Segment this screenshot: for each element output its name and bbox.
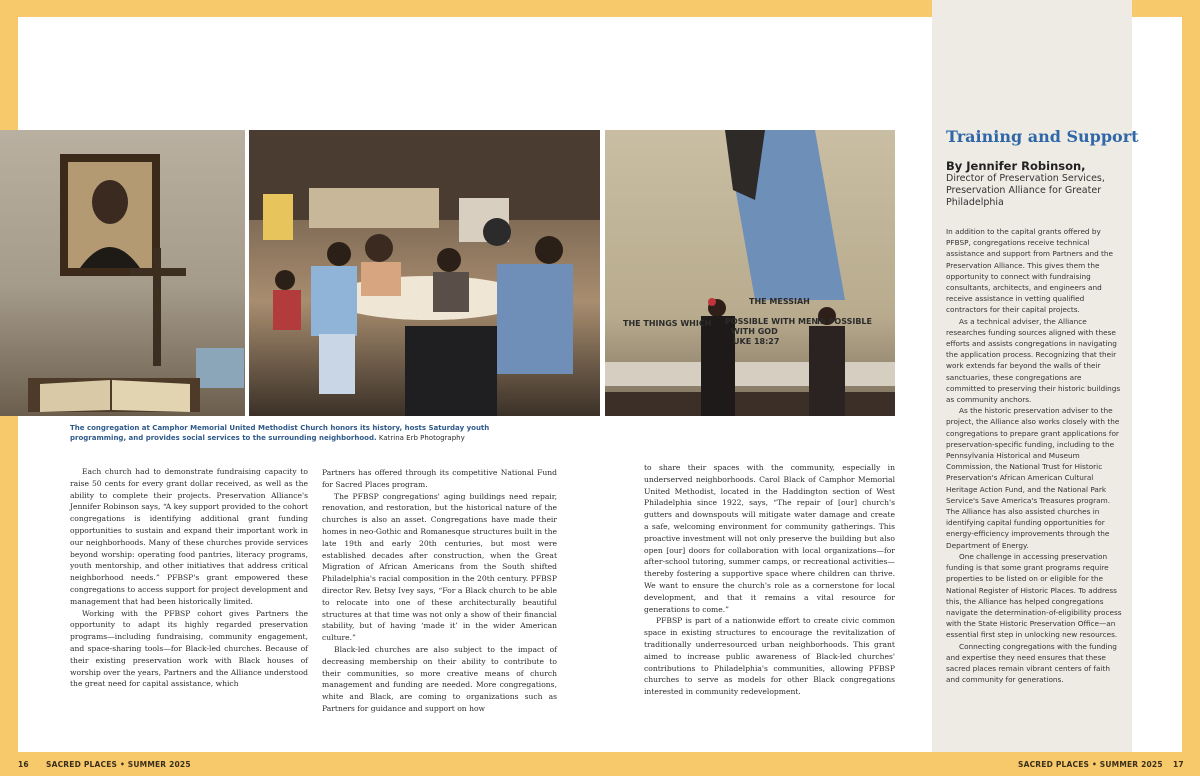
col3-paragraph: PFBSP is part of a nationwide effort to create civic common space in existing structures to encourage the revitalization of traditionally underresourced urban neighborhoods. This grant aimed to increase public awareness of Black-led churches' contributions to Philadelphia's communities, allowing PFBSP churches to serve as models for other Black congregations interested in community redevelopment. <box>644 616 895 697</box>
mural-text-things: THE THINGS WHICH <box>623 319 712 328</box>
sidebar-body <box>946 226 1122 685</box>
col1-paragraph: Each church had to demonstrate fundraising capacity to raise 50 cents for every grant dollar received, as well as the ability to complete their projects. Preservation Alliance's Jennifer Robinson says, “A key support provided to the cohort congregations is identifying additional grant funding opportunities to sustain and expand their important work in our neighborhoods. Many of these churches provide services beyond worship: operating food pantries, literacy programs, youth mentorship, and other initiatives that address critical neighborhood needs.” PFBSP's grant empowered these congregations to access support for project development and management that had been historically limited. <box>70 467 308 606</box>
mural-text-possible: POSSIBLE WITH MEN <box>725 317 819 326</box>
col2-paragraph: Partners has offered through its competitive National Fund for Sacred Places program. <box>322 468 557 489</box>
footer-right-page-number: 17 <box>1173 760 1184 769</box>
sidebar-paragraph: One challenge in accessing preservation funding is that some grant programs require properties to be listed on or eligible for the National Register of Historic Places. To address this, the Alliance has helped congregations navigate the determination-of-eligibility process with the State Historic Preservation Office—an essential first step in unlocking new resources. <box>946 551 1122 640</box>
sidebar-author-role: Director of Preservation Services, Preservation Alliance for Greater Philadelphia <box>946 173 1105 208</box>
photo-portrait-cross <box>0 130 245 416</box>
photo-youth-programming <box>249 130 600 416</box>
sidebar-paragraph: As a technical adviser, the Alliance researches funding sources aligned with these efforts and assists congregations in navigating the application process. Recognizing that their work extends far beyond the walls of their sanctuaries, these congregations are committed to preserving their historic buildings as community anchors. <box>946 316 1121 405</box>
photo-portrait-cross-graphic <box>0 130 245 416</box>
caption-credit: Katrina Erb Photography <box>378 434 465 442</box>
sidebar-paragraph: As the historic preservation adviser to the project, the Alliance also works closely with the congregations to prepare grant applications for preservation-specific funding, including to the Pennsylvania Historical and Museum Commission, the National Trust for Historic Preservation's African American Cultural Heritage Action Fund, and the National Park Service's Save America's Treasures program. The Alliance has also assisted churches in identifying capital funding opportunities for energy-efficiency improvements through the Department of Energy. <box>946 406 1120 550</box>
footer-right-title: SACRED PLACES • SUMMER 2025 <box>1018 760 1163 769</box>
col2-paragraph: Black-led churches are also subject to the impact of decreasing membership on their ability to contribute to their communities, so more creative means of church management and funding are needed. More congregations, white and Black, are coming to organizations such as Partners for guidance and support on how <box>322 644 557 713</box>
photo-youth-programming-graphic <box>249 130 600 416</box>
col1-paragraph: Working with the PFBSP cohort gives Partners the opportunity to adapt its highly regarded preservation programs—including fundraising, community engagement, and space-sharing tools—for Black-led churches. Because of their existing preservation work with Black houses of worship over the years, Partners and the Alliance understood the great need for capital assistance, which <box>70 608 308 689</box>
photo-mural-women <box>605 130 895 416</box>
article-column-3 <box>644 462 895 698</box>
col3-paragraph: to share their spaces with the community, especially in underserved neighborhoods. Carol Black of Camphor Memorial United Methodist, located in the Haddington section of West Philadelphia since 1922, says, “The repair of [our] church's gutters and downspouts will mitigate water damage and create a safe, welcoming environment for community gatherings. This proactive investment will not only preserve the building but also open [our] doors for collaboration with local organizations—for after-school tutoring, summer camps, or recreational activities—thereby fostering a supportive space where children can thrive. We want to ensure the church's role as a cornerstone for local development, and that it remains a vital resource for generations to come.” <box>644 463 895 614</box>
footer-left-title: SACRED PLACES • SUMMER 2025 <box>46 760 191 769</box>
sidebar-paragraph: In addition to the capital grants offered by PFBSP, congregations receive technical assistance and support from Partners and the Preservation Alliance. This gives them the opportunity to connect with fundraising consultants, architects, and engineers and receive assistance in vetting qualified contractors for their capital projects. <box>946 227 1114 315</box>
footer-left-page-number: 16 <box>18 760 29 769</box>
photo-caption <box>70 423 540 443</box>
mural-text-withgod: WITH GOD <box>731 327 778 336</box>
article-column-2 <box>322 467 557 715</box>
mural-text-messiah: THE MESSIAH <box>749 297 810 306</box>
sidebar-title: Training and Support <box>946 127 1139 146</box>
sidebar-paragraph: Connecting congregations with the funding and expertise they need ensures that these sacred places remain vibrant centers of faith and community for generations. <box>946 641 1117 685</box>
mural-text-ispossible: IS POSSIBLE <box>817 317 872 326</box>
photo-mural-women-graphic <box>605 130 895 416</box>
mural-text-luke: UKE 18:27 <box>733 337 780 346</box>
article-column-1 <box>70 466 308 690</box>
sidebar-author: By Jennifer Robinson, <box>946 159 1086 173</box>
col2-paragraph: The PFBSP congregations' aging buildings need repair, renovation, and restoration, but the historical nature of the churches is also an asset. Congregations have made their homes in neo-Gothic and Romanesque structures built in the late 19th and early 20th centuries, but most were established decades after construction, when the Great Migration of African Americans from the South shifted Philadelphia's racial composition in the 20th century. PFBSP director Rev. Betsy Ivey says, “For a Black church to be able to relocate into one of these architecturally beautiful structures at that time was not only a show of their financial stability, but of having ‘made it’ in the wider American culture.” <box>322 491 557 643</box>
caption-bold: The congregation at Camphor Memorial United Methodist Church honors its history, hosts Saturday youth programming, and provides social services to the surrounding neighborhood. <box>70 424 490 442</box>
